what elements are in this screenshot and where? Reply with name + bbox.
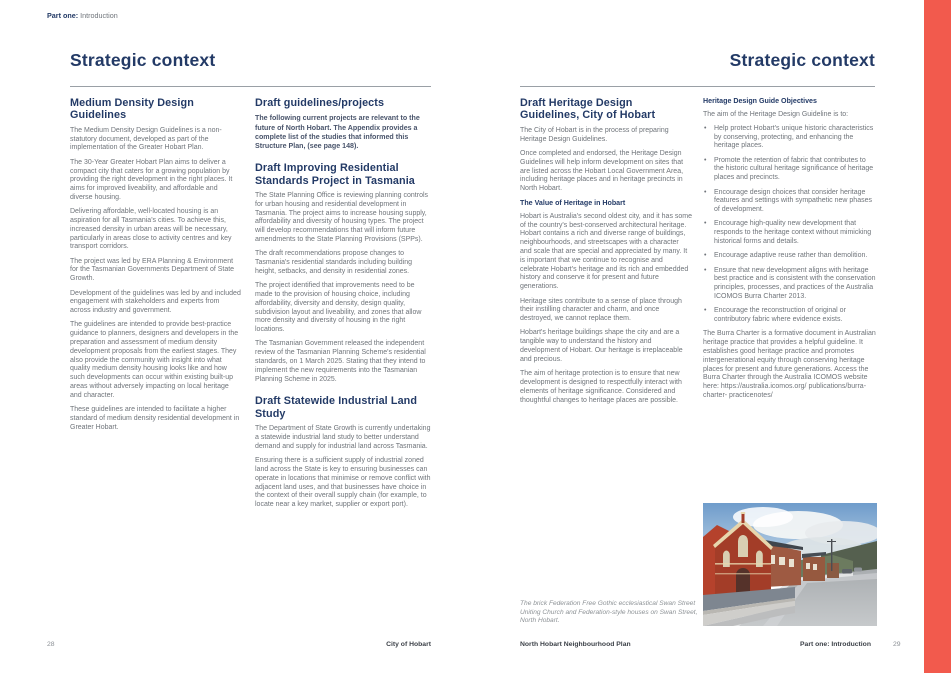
left-page-rule (70, 86, 431, 87)
section-heading-residential-standards: Draft Improving Residential Standards Project in Tasmania (255, 162, 415, 187)
paragraph: Development of the guidelines was led by and included engagement with stakeholders and experts from across industry and government. (70, 289, 241, 315)
paragraph: The aim of heritage protection is to ensure that new development is designed to respectfully interact with elements of heritage significance. Considered and thoughtful changes to heritage places are possible. (520, 370, 682, 404)
paragraph: Heritage sites contribute to a sense of place through their instilling character and charm, and once destroyed, we cannot replace them. (520, 297, 682, 323)
paragraph: The guidelines are intended to provide best-practice guidance to planners, designers and developers in the preparation and assessment of medium density development proposals from the earliest stages. They also provide the community with insight into what quality medium density housing looks like and how such developments can occur within existing built-up areas without adversely impacting on local heritage and character. (70, 321, 239, 399)
section-heading-medium-density: Medium Density Design Guidelines (70, 97, 194, 122)
running-header-section: Introduction (80, 11, 118, 20)
section-heading-industrial-land: Draft Statewide Industrial Land Study (255, 395, 418, 420)
left-page-number: 28 (47, 641, 55, 648)
paragraph: The project was led by ERA Planning & Environment for the Tasmanian Governments Department of State Growth. (70, 257, 235, 283)
left-col-2 (255, 97, 432, 515)
paragraph: The Department of State Growth is currently undertaking a statewide industrial land study to better understand demand and supply for industrial land across Tasmania. (255, 425, 431, 450)
objectives-list (703, 125, 876, 325)
objective-item: • Help protect Hobart's unique historic characteristics by conserving, protecting, and enhancing the heritage places. (703, 125, 876, 151)
paragraph: Once completed and endorsed, the Heritage Design Guidelines will help inform development on sites that are listed across the Hobart Local Government Area, including heritage places and in heritage precincts in North Hobart. (520, 149, 684, 193)
paragraph: The 30-Year Greater Hobart Plan aims to deliver a compact city that caters for a growing population by providing the right development in the right places. It aims for improved liveability, and affordable and diverse housing. (70, 158, 233, 201)
paragraph: The State Planning Office is reviewing planning controls for urban housing and residential development in Tasmania. The project aims to increase housing supply, affordability and diversity of housing types. The project will develop recommendations that will inform future amendments to the State Planning Provisions (SPPs). (255, 192, 429, 244)
right-page-rule (520, 86, 875, 87)
right-col-2 (703, 97, 876, 406)
section-heading-heritage-guidelines: Draft Heritage Design Guidelines, City of Hobart (520, 97, 656, 122)
paragraph: The Tasmanian Government released the independent review of the Tasmanian Planning Scheme's residential standards, on 1 March 2025. Stating that they intend to implement the new requirements into the Tasmanian Planning Scheme in 2025. (255, 340, 426, 383)
section-heading-draft-guidelines: Draft guidelines/projects (255, 97, 385, 109)
church-street-illustration (703, 503, 877, 626)
objective-item: • Ensure that new development aligns with heritage best practice and is consistent with the conservation principles, processes, and practices of the Australia ICOMOS Burra Charter 2013. (703, 267, 876, 302)
objective-item: • Encourage the reconstruction of original or contributory fabric where evidence exists. (703, 307, 876, 325)
subheading-guide-objectives: Heritage Design Guide Objectives (703, 97, 817, 105)
burra-charter-paragraph: The Burra Charter is a formative document in Australian heritage practice that provides a helpful guideline. It establishes good heritage practice and promotes intergenerational equity through conserving heritage places for present and future generations. Access the Burra Charter through the Australia ICOMOS website here: https://australia.icomos.org/ publications/burra-charter- practicenotes/ (703, 330, 876, 400)
paragraph: Ensuring there is a sufficient supply of industrial zoned land across the State is key to ensuring businesses can operate in locations that minimise or remove conflict with adjacent land uses, and that businesses have choice in the context of their overall supply chain (for example, to locate near a key market, supplier or export port). (255, 457, 431, 509)
objective-item: • Encourage high-quality new development that responds to the heritage context without mimicking historical forms and details. (703, 220, 876, 246)
right-footer-left-text: North Hobart Neighbourhood Plan (520, 641, 631, 648)
right-page-title: Strategic context (729, 50, 875, 70)
paragraph: These guidelines are intended to facilitate a higher standard of medium density residential development in Greater Hobart. (70, 406, 240, 431)
left-footer-text: City of Hobart (386, 641, 431, 648)
running-header (47, 11, 118, 20)
objective-item: • Encourage adaptive reuse rather than demolition. (703, 252, 876, 261)
paragraph: Hobart is Australia's second oldest city, and it has some of the country's best-conserved architectural heritage. Hobart contains a rich and diverse range of buildings, neighbourhoods, and streetscapes with a character and scale that are special and appreciated by many. It is important that we continue to recognise and celebrate Hobart's heritage and its rich and embedded history and conserve it for present and future generations. (520, 212, 693, 291)
subheading-value-of-heritage: The Value of Heritage in Hobart (520, 199, 626, 208)
right-footer-section-text: Part one: Introduction (800, 641, 871, 648)
right-page-number: 29 (893, 641, 901, 648)
paragraph: Hobart's heritage buildings shape the city and are a tangible way to understand the history and development of Hobart. Our heritage is irreplaceable and precious. (520, 329, 683, 363)
swan-street-church-photo (703, 503, 877, 626)
objective-item: • Encourage design choices that consider heritage features and settings with sympathetic new phases of development. (703, 189, 876, 215)
accent-edge-bar (924, 0, 951, 673)
paragraph: The Medium Density Design Guidelines is a non-statutory document, developed as part of the implementation of the Greater Hobart Plan. (70, 126, 222, 152)
paragraph: The draft recommendations propose changes to Tasmania's residential standards including building height, setbacks, and density in residential zones. (255, 250, 412, 275)
bullet-list-intro: The aim of the Heritage Design Guideline is to: (703, 110, 849, 118)
left-col-1 (70, 97, 241, 438)
paragraph: The City of Hobart is in the process of preparing Heritage Design Guidelines. (520, 126, 669, 143)
paragraph: The project identified that improvements need to be made to the provision of housing choice, including affordability, diversity and density, design quality, subdivision layout and liveability, and zones that allow more density and diversity of housing in the right locations. (255, 282, 422, 334)
left-page-title: Strategic context (70, 50, 216, 70)
lead-paragraph: The following current projects are relevant to the future of North Hobart. The Appendix provides a complete list of the studies that informed this Structure Plan, (see page 148). (255, 114, 420, 151)
photo-caption: The brick Federation Free Gothic ecclesiastical Swan Street Uniting Church and Federation-style houses on Swan Street, North Hobart. (520, 600, 698, 625)
objective-item: • Promote the retention of fabric that contributes to the historic cultural heritage significance of heritage places and precincts. (703, 157, 876, 183)
running-header-part: Part one: (47, 11, 79, 20)
paragraph: Delivering affordable, well-located housing is an aspiration for all Tasmania's cities. To achieve this, increased density in urban areas will be necessary, particularly in areas close to activity centres and key transport corridors. (70, 208, 232, 251)
right-col-1 (520, 97, 692, 411)
